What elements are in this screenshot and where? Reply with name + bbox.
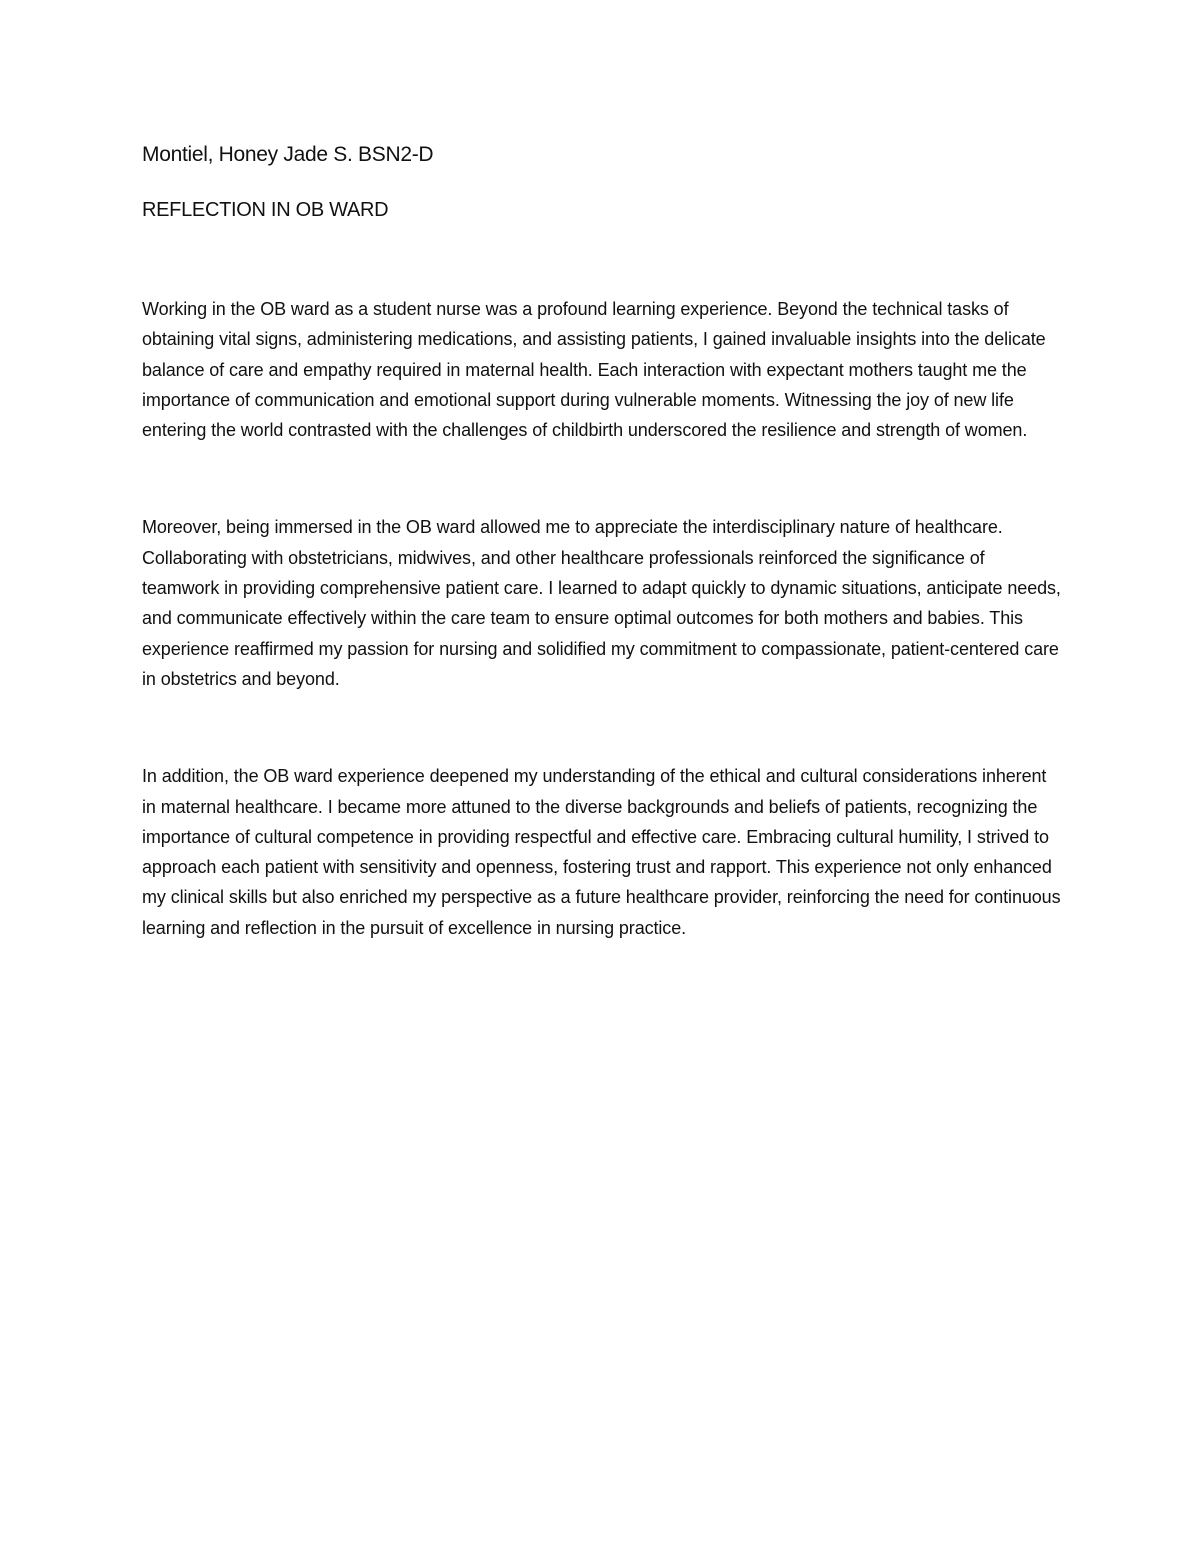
author-line: Montiel, Honey Jade S. BSN2-D [142, 143, 434, 166]
paragraph-1: Working in the OB ward as a student nurse was a profound learning experience. Beyond the technical tasks of obtaining vital signs, administering medications, and assisting patients, I gained invaluable insights into the delicate balance of care and empathy required in maternal health. Each interaction with expectant mothers taught me the importance of communication and emotional support during vulnerable moments. Witnessing the joy of new life entering the world contrasted with the challenges of childbirth underscored the resilience and strength of women. [142, 299, 1046, 441]
document-title: REFLECTION IN OB WARD [142, 199, 389, 221]
paragraph-3: In addition, the OB ward experience deepened my understanding of the ethical and cultural considerations inherent in maternal healthcare. I became more attuned to the diverse backgrounds and beliefs of patients, recognizing the importance of cultural competence in providing respectful and effective care. Embracing cultural humility, I strived to approach each patient with sensitivity and openness, fostering trust and rapport. This experience not only enhanced my clinical skills but also enriched my perspective as a future healthcare provider, reinforcing the need for continuous learning and reflection in the pursuit of excellence in nursing practice. [142, 766, 1061, 938]
paragraph-2: Moreover, being immersed in the OB ward allowed me to appreciate the interdisciplinary nature of healthcare. Collaborating with obstetricians, midwives, and other healthcare professionals reinforced the significance of teamwork in providing comprehensive patient care. I learned to adapt quickly to dynamic situations, anticipate needs, and communicate effectively within the care team to ensure optimal outcomes for both mothers and babies. This experience reaffirmed my passion for nursing and solidified my commitment to compassionate, patient-centered care in obstetrics and beyond. [142, 517, 1061, 689]
document-body [142, 138, 1062, 943]
